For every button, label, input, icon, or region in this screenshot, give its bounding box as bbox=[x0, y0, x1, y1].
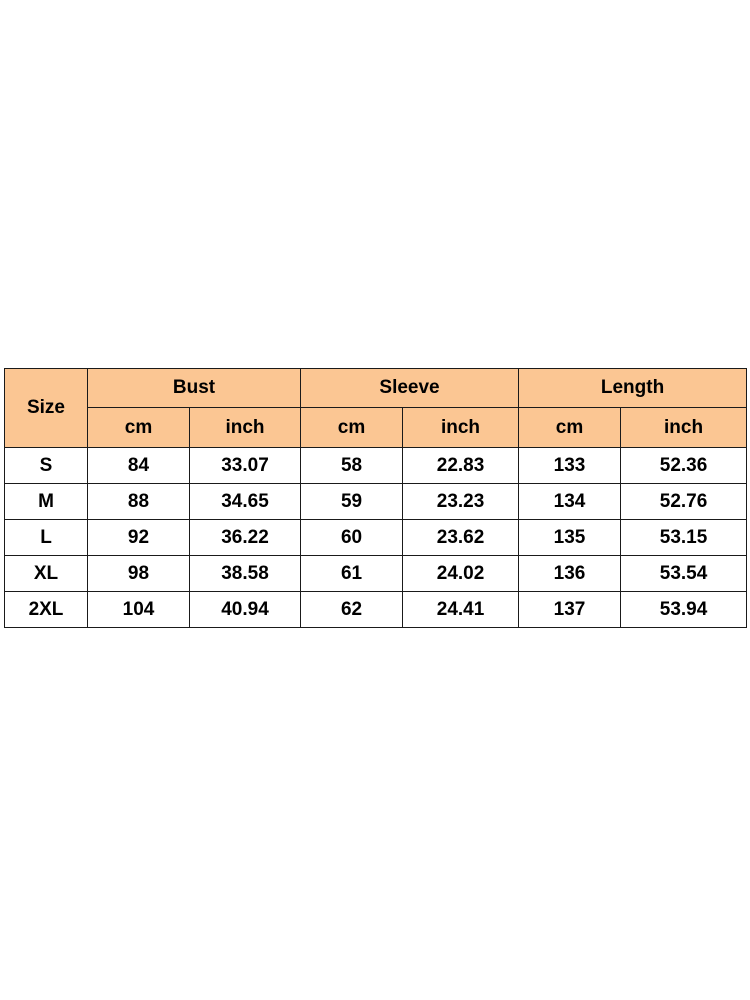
bust-cm-cell: 92 bbox=[88, 520, 190, 556]
size-cell: 2XL bbox=[5, 592, 88, 628]
size-cell: L bbox=[5, 520, 88, 556]
size-cell: XL bbox=[5, 556, 88, 592]
length-inch-cell: 53.15 bbox=[621, 520, 747, 556]
sleeve-cm-cell: 61 bbox=[301, 556, 403, 592]
sleeve-cm-cell: 60 bbox=[301, 520, 403, 556]
table-row bbox=[5, 520, 747, 556]
bust-group-header: Bust bbox=[88, 369, 301, 408]
size-cell: M bbox=[5, 484, 88, 520]
length-cm-cell: 135 bbox=[519, 520, 621, 556]
length-group-header: Length bbox=[519, 369, 747, 408]
bust-inch-cell: 36.22 bbox=[190, 520, 301, 556]
bust-inch-cell: 34.65 bbox=[190, 484, 301, 520]
sleeve-cm-cell: 62 bbox=[301, 592, 403, 628]
length-inch-cell: 52.76 bbox=[621, 484, 747, 520]
length-cm-cell: 133 bbox=[519, 448, 621, 484]
length-cm-cell: 136 bbox=[519, 556, 621, 592]
bust-cm-cell: 104 bbox=[88, 592, 190, 628]
size-column-header: Size bbox=[5, 369, 88, 448]
sleeve-cm-cell: 58 bbox=[301, 448, 403, 484]
bust-inch-header: inch bbox=[190, 408, 301, 448]
bust-inch-cell: 40.94 bbox=[190, 592, 301, 628]
header-row-groups bbox=[5, 369, 747, 408]
size-cell: S bbox=[5, 448, 88, 484]
length-cm-header: cm bbox=[519, 408, 621, 448]
sleeve-inch-cell: 24.02 bbox=[403, 556, 519, 592]
sleeve-group-header: Sleeve bbox=[301, 369, 519, 408]
size-chart-table bbox=[4, 368, 747, 628]
table-row bbox=[5, 556, 747, 592]
bust-inch-cell: 38.58 bbox=[190, 556, 301, 592]
sleeve-inch-cell: 22.83 bbox=[403, 448, 519, 484]
sleeve-inch-header: inch bbox=[403, 408, 519, 448]
length-cm-cell: 137 bbox=[519, 592, 621, 628]
table-row bbox=[5, 448, 747, 484]
length-inch-cell: 52.36 bbox=[621, 448, 747, 484]
bust-cm-cell: 88 bbox=[88, 484, 190, 520]
length-cm-cell: 134 bbox=[519, 484, 621, 520]
sleeve-inch-cell: 24.41 bbox=[403, 592, 519, 628]
table-row bbox=[5, 484, 747, 520]
sleeve-inch-cell: 23.23 bbox=[403, 484, 519, 520]
sleeve-inch-cell: 23.62 bbox=[403, 520, 519, 556]
bust-inch-cell: 33.07 bbox=[190, 448, 301, 484]
bust-cm-cell: 98 bbox=[88, 556, 190, 592]
length-inch-header: inch bbox=[621, 408, 747, 448]
bust-cm-cell: 84 bbox=[88, 448, 190, 484]
sleeve-cm-header: cm bbox=[301, 408, 403, 448]
table-row bbox=[5, 592, 747, 628]
sleeve-cm-cell: 59 bbox=[301, 484, 403, 520]
header-row-units bbox=[5, 408, 747, 448]
length-inch-cell: 53.54 bbox=[621, 556, 747, 592]
length-inch-cell: 53.94 bbox=[621, 592, 747, 628]
bust-cm-header: cm bbox=[88, 408, 190, 448]
